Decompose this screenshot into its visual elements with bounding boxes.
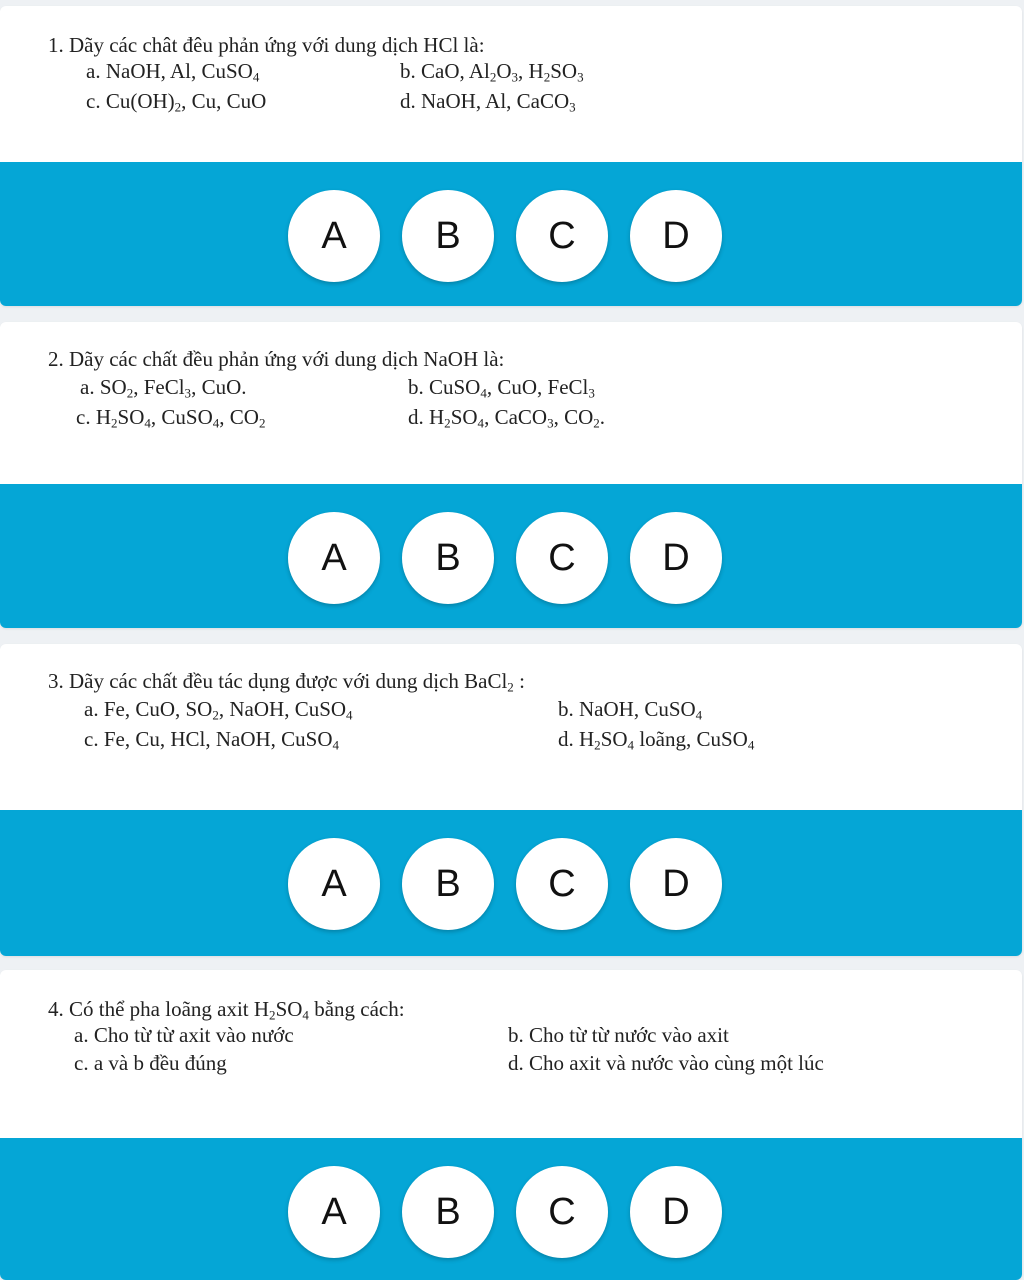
option-text: Dãy các chất đều phản ứng với dung dịch NaOH là: (69, 347, 505, 371)
option-text: , CO (219, 405, 259, 429)
question-4-text (48, 996, 405, 1022)
question-card-1 (0, 6, 1022, 306)
option-text: 3. (48, 669, 69, 693)
question-3-text (48, 668, 525, 694)
option-text: a. (86, 59, 106, 83)
question-1-option-d (400, 88, 576, 114)
option-text: Cho từ từ axit vào nước (93, 1023, 294, 1047)
option-text: a. (74, 1023, 94, 1047)
option-text: , H (518, 59, 544, 83)
answer-a-button[interactable]: A (288, 1166, 380, 1258)
answer-b-button[interactable]: B (402, 512, 494, 604)
option-text: 1. (48, 33, 69, 57)
subscript-text: 2 (593, 415, 600, 431)
option-text: : (513, 669, 525, 693)
question-3-option-c (84, 726, 339, 752)
subscript-text: 4 (212, 415, 220, 431)
subscript-text: 2 (444, 415, 451, 431)
subscript-text: 4 (695, 707, 703, 723)
question-card-4 (0, 970, 1022, 1280)
answer-d-button[interactable]: D (630, 190, 722, 282)
option-text: SO (550, 59, 578, 83)
subscript-text: 2 (174, 99, 182, 115)
answer-d-button[interactable]: D (630, 1166, 722, 1258)
option-text: d. (508, 1051, 529, 1075)
answer-b-button[interactable]: B (402, 190, 494, 282)
option-text: 2. (48, 347, 69, 371)
option-text: c. (86, 89, 106, 113)
subscript-text: 2 (269, 1007, 276, 1023)
option-text: SO (450, 405, 478, 429)
subscript-text: 4 (480, 385, 487, 401)
subscript-text: 4 (627, 737, 635, 753)
option-text: H (95, 405, 111, 429)
subscript-text: 2 (507, 679, 514, 695)
question-4-option-a (74, 1022, 294, 1048)
option-text: d. (558, 727, 579, 751)
subscript-text: 3 (511, 69, 519, 85)
option-text: a. (80, 375, 100, 399)
option-text: Có thể pha loãng axit H (69, 997, 270, 1021)
question-3-option-d (558, 726, 754, 752)
question-card-2 (0, 322, 1022, 628)
option-text: Dãy các chất đều tác dụng được với dung dịch BaCl (69, 669, 508, 693)
subscript-text: 3 (547, 415, 554, 431)
question-1-option-c (86, 88, 266, 114)
option-text: , CO (553, 405, 594, 429)
option-text: loãng, CuSO (634, 727, 748, 751)
option-text: b. (400, 59, 421, 83)
option-text: d. (400, 89, 421, 113)
option-text: NaOH, Al, CuSO (105, 59, 253, 83)
answer-a-button[interactable]: A (288, 512, 380, 604)
subscript-text: 2 (111, 415, 118, 431)
option-text: , Cu, CuO (181, 89, 267, 113)
option-text: b. (408, 375, 429, 399)
question-1-option-b (400, 58, 584, 84)
option-text: Fe, CuO, SO (103, 697, 213, 721)
option-text: NaOH, Al, CaCO (421, 89, 570, 113)
option-text: a. (84, 697, 104, 721)
subscript-text: 3 (588, 385, 595, 401)
answer-band-1 (0, 162, 1022, 306)
question-1-text (48, 32, 485, 58)
question-2-option-b (408, 374, 595, 400)
question-4-option-b (508, 1022, 729, 1048)
question-1-option-a (86, 58, 259, 84)
subscript-text: 4 (252, 69, 260, 85)
answer-c-button[interactable]: C (516, 1166, 608, 1258)
option-text: , CaCO (484, 405, 548, 429)
subscript-text: 4 (346, 707, 353, 723)
subscript-text: 2 (489, 69, 497, 85)
question-card-3 (0, 644, 1022, 956)
answer-band-3 (0, 810, 1022, 956)
option-text: CaO, Al (421, 59, 490, 83)
option-text: Fe, Cu, HCl, NaOH, CuSO (103, 727, 333, 751)
option-text: SO (117, 405, 145, 429)
option-text: 4. (48, 997, 69, 1021)
answer-b-button[interactable]: B (402, 838, 494, 930)
subscript-text: 3 (569, 99, 576, 115)
subscript-text: 2 (594, 737, 601, 753)
subscript-text: 3 (577, 69, 584, 85)
subscript-text: 4 (302, 1007, 309, 1023)
option-text: H (429, 405, 445, 429)
answer-c-button[interactable]: C (516, 190, 608, 282)
subscript-text: 2 (126, 385, 134, 401)
option-text: SO (275, 997, 303, 1021)
question-4-option-c (74, 1050, 227, 1076)
option-text: Dãy các chât đêu phản ứng với dung dịch HCl là: (69, 33, 485, 57)
answer-c-button[interactable]: C (516, 512, 608, 604)
subscript-text: 3 (184, 385, 192, 401)
subscript-text: 4 (332, 737, 340, 753)
option-text: SO (99, 375, 127, 399)
question-3-option-b (558, 696, 702, 722)
answer-a-button[interactable]: A (288, 190, 380, 282)
subscript-text: 4 (747, 737, 755, 753)
question-4-option-d (508, 1050, 824, 1076)
option-text: c. (74, 1051, 94, 1075)
question-2-text (48, 346, 504, 372)
option-text: c. (76, 405, 96, 429)
subscript-text: 2 (212, 707, 219, 723)
option-text: , CuSO (150, 405, 213, 429)
answer-c-button[interactable]: C (516, 838, 608, 930)
question-2-option-a (80, 374, 247, 400)
option-text: b. (508, 1023, 529, 1047)
question-3-option-a (84, 696, 353, 722)
answer-band-2 (0, 484, 1022, 628)
subscript-text: 2 (543, 69, 551, 85)
question-2-option-d (408, 404, 605, 430)
option-text: CuSO (429, 375, 481, 399)
option-text: NaOH, CuSO (579, 697, 696, 721)
answer-d-button[interactable]: D (630, 512, 722, 604)
option-text: d. (408, 405, 429, 429)
option-text: c. (84, 727, 104, 751)
option-text: . (599, 405, 606, 429)
option-text: , CuO, FeCl (486, 375, 589, 399)
answer-a-button[interactable]: A (288, 838, 380, 930)
subscript-text: 4 (144, 415, 151, 431)
option-text: , FeCl (133, 375, 185, 399)
option-text: b. (558, 697, 579, 721)
option-text: a và b đều đúng (93, 1051, 227, 1075)
answer-b-button[interactable]: B (402, 1166, 494, 1258)
option-text: Cho axit và nước vào cùng một lúc (529, 1051, 824, 1075)
option-text: , NaOH, CuSO (218, 697, 347, 721)
option-text: Cho từ từ nước vào axit (529, 1023, 729, 1047)
question-2-option-c (76, 404, 265, 430)
option-text: , CuO. (191, 375, 247, 399)
subscript-text: 2 (258, 415, 266, 431)
option-text: Cu(OH) (105, 89, 175, 113)
subscript-text: 4 (477, 415, 485, 431)
answer-d-button[interactable]: D (630, 838, 722, 930)
option-text: H (579, 727, 595, 751)
option-text: bằng cách: (308, 997, 405, 1021)
option-text: O (496, 59, 512, 83)
option-text: SO (600, 727, 628, 751)
answer-band-4 (0, 1138, 1022, 1280)
